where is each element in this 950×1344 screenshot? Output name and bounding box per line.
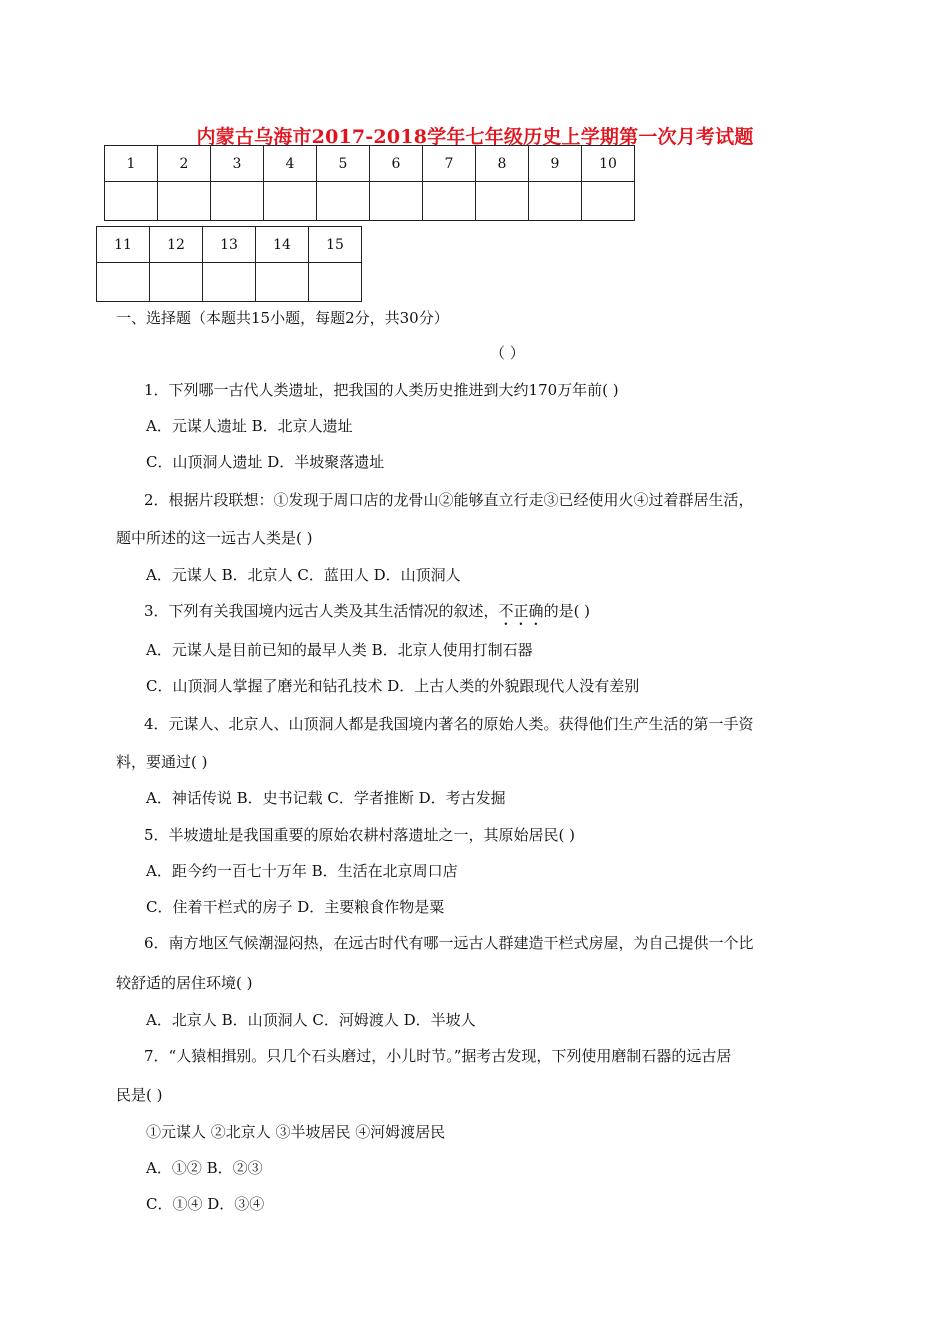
question-1-options-ab: A．元谋人遗址 B．北京人遗址 (146, 417, 353, 435)
grid-number: 15 (309, 227, 362, 263)
question-1-options-cd: C．山顶洞人遗址 D．半坡聚落遗址 (146, 453, 385, 471)
question-7-stem-cont: 民是( ) (116, 1086, 163, 1104)
question-4-stem: 4．元谋人、北京人、山顶洞人都是我国境内著名的原始人类。获得他们生产生活的第一手资 (144, 715, 754, 733)
answer-cell[interactable] (264, 182, 317, 221)
answer-grid-row-1 (104, 145, 635, 221)
question-5-stem: 5．半坡遗址是我国重要的原始农耕村落遗址之一，其原始居民( ) (144, 826, 576, 844)
question-6-options: A．北京人 B．山顶洞人 C．河姆渡人 D．半坡人 (146, 1011, 476, 1029)
grid-number: 8 (476, 146, 529, 182)
grid-number: 12 (150, 227, 203, 263)
grid-number: 5 (317, 146, 370, 182)
grid-number: 13 (203, 227, 256, 263)
answer-cell[interactable] (211, 182, 264, 221)
stray-bracket: （ ） (490, 344, 525, 362)
answer-cell[interactable] (158, 182, 211, 221)
grid-number: 10 (582, 146, 635, 182)
page-title: 内蒙古乌海市2017-2018学年七年级历史上学期第一次月考试题 (196, 126, 754, 148)
grid-number: 4 (264, 146, 317, 182)
question-4-stem-cont: 料，要通过( ) (116, 753, 208, 771)
question-7-items: ①元谋人 ②北京人 ③半坡居民 ④河姆渡居民 (146, 1123, 446, 1141)
question-1-stem: 1．下列哪一古代人类遗址，把我国的人类历史推进到大约170万年前( ) (144, 381, 619, 399)
answer-cell[interactable] (476, 182, 529, 221)
grid-number: 3 (211, 146, 264, 182)
question-2-options: A．元谋人 B．北京人 C．蓝田人 D．山顶洞人 (146, 566, 461, 584)
question-7-stem: 7．“人猿相揖别。只几个石头磨过，小儿时节。”据考古发现，下列使用磨制石器的远古居 (144, 1047, 732, 1065)
question-6-stem: 6．南方地区气候潮湿闷热，在远古时代有哪一远古人群建造干栏式房屋，为自己提供一个比 (144, 934, 754, 952)
question-3-stem-b: 的是( ) (543, 602, 591, 620)
question-3-options-ab: A．元谋人是目前已知的最早人类 B．北京人使用打制石器 (146, 641, 533, 659)
question-3-options-cd: C．山顶洞人掌握了磨光和钻孔技术 D．上古人类的外貌跟现代人没有差别 (146, 677, 640, 695)
question-5-options-cd: C．住着干栏式的房子 D．主要粮食作物是粟 (146, 898, 445, 916)
answer-cell[interactable] (97, 263, 150, 302)
grid-number: 6 (370, 146, 423, 182)
answer-cell[interactable] (370, 182, 423, 221)
answer-grid-row-2 (96, 226, 362, 302)
answer-cell[interactable] (423, 182, 476, 221)
grid-number: 14 (256, 227, 309, 263)
grid-number: 11 (97, 227, 150, 263)
question-3-stem (144, 601, 590, 629)
question-7-options-ab: A．①② B．②③ (146, 1159, 263, 1177)
grid-number: 1 (105, 146, 158, 182)
question-2-stem-cont: 题中所述的这一远古人类是( ) (116, 529, 313, 547)
answer-cell[interactable] (256, 263, 309, 302)
question-2-stem: 2．根据片段联想：①发现于周口店的龙骨山②能够直立行走③已经使用火④过着群居生活， (144, 491, 754, 509)
grid-number: 7 (423, 146, 476, 182)
answer-cell[interactable] (105, 182, 158, 221)
question-5-options-ab: A．距今约一百七十万年 B．生活在北京周口店 (146, 862, 458, 880)
section-heading: 一、选择题（本题共15小题，每题2分，共30分） (116, 309, 449, 327)
answer-cell[interactable] (309, 263, 362, 302)
answer-cell[interactable] (582, 182, 635, 221)
answer-cell[interactable] (317, 182, 370, 221)
question-4-options: A．神话传说 B．史书记载 C．学者推断 D．考古发掘 (146, 789, 506, 807)
answer-cell[interactable] (203, 263, 256, 302)
answer-cell[interactable] (529, 182, 582, 221)
grid-number: 2 (158, 146, 211, 182)
answer-cell[interactable] (150, 263, 203, 302)
emphasis-text: 不正确 (498, 602, 544, 620)
question-3-stem-a: 3．下列有关我国境内远古人类及其生活情况的叙述， (144, 602, 499, 620)
question-6-stem-cont: 较舒适的居住环境( ) (116, 974, 253, 992)
grid-number: 9 (529, 146, 582, 182)
question-7-options-cd: C．①④ D．③④ (146, 1195, 265, 1213)
